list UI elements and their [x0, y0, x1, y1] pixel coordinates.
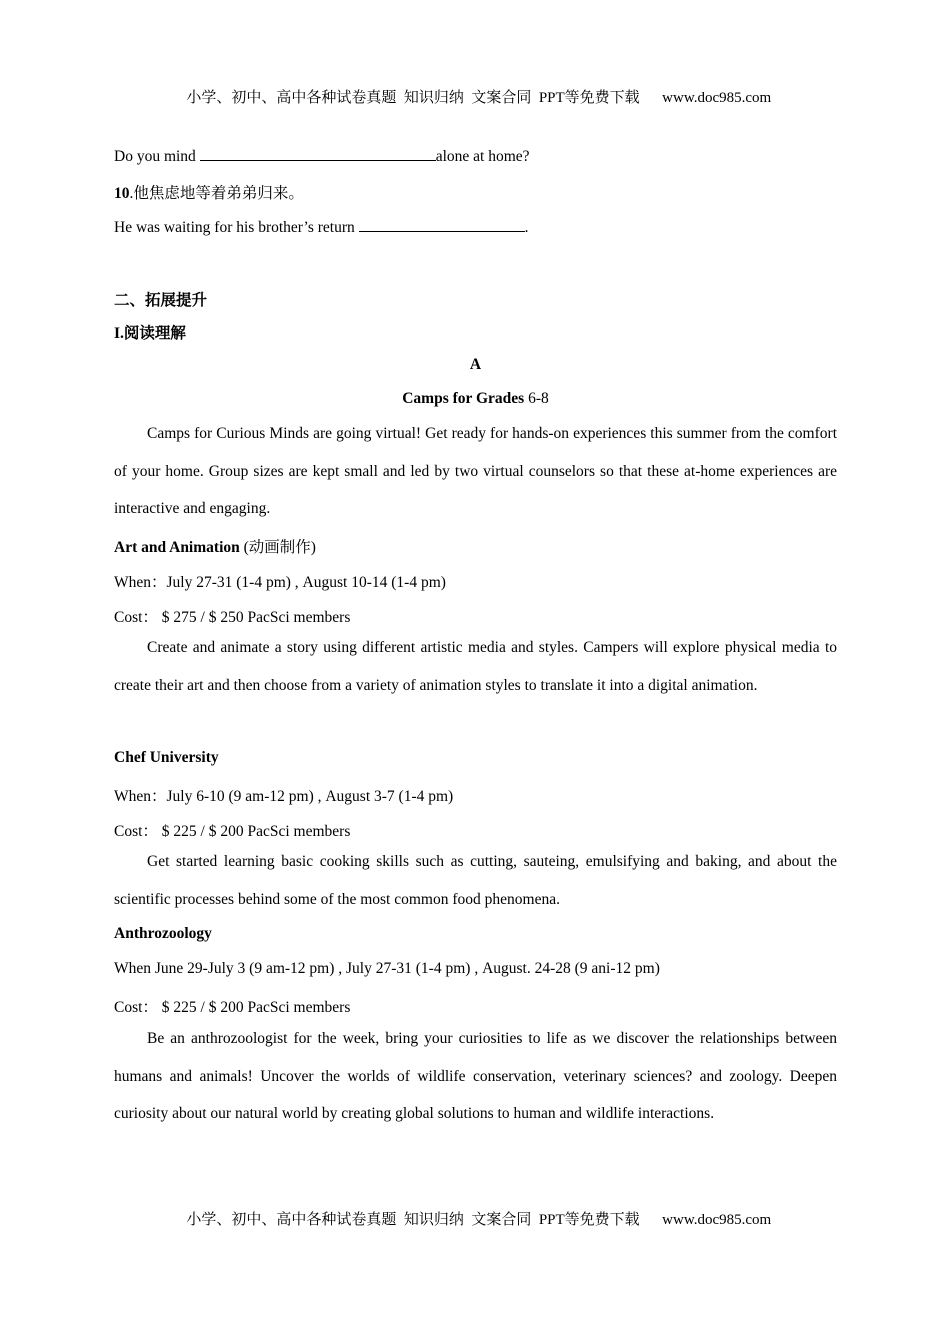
- footer-text: 小学、初中、高中各种试卷真题 知识归纳 文案合同 PPT等免费下载: [186, 1212, 640, 1228]
- q10-text-before: He was waiting for his brother’s return: [114, 219, 359, 236]
- camp-name-note: (动画制作): [239, 539, 316, 556]
- camp-description: Get started learning basic cooking skills such as cutting, sauteing, emulsifying and baking, and about the scientific processes behind some of the most common food phenomena.: [114, 853, 837, 908]
- q9-text-after: alone at home?: [435, 148, 530, 165]
- camp-name: Anthrozoology: [114, 925, 212, 942]
- question-number: 10: [114, 185, 130, 202]
- camp-description: Be an anthrozoologist for the week, bring your curiosities to life as we discover the relationships between humans and animals! Uncover the worlds of wildlife conservation, veterinary sciences? and zoology. Deepen curiosity about our natural world by creating global solutions to human and wildlife interactions.: [114, 1030, 837, 1122]
- camp-cost: Cost： $ 225 / $ 200 PacSci members: [114, 823, 351, 840]
- camp-title: [114, 925, 212, 943]
- camp-cost: Cost： $ 275 / $ 250 PacSci members: [114, 609, 351, 626]
- answer-blank[interactable]: [359, 217, 525, 232]
- q10-prompt: [114, 181, 304, 203]
- q9-line: [114, 146, 530, 166]
- camp-when: When：July 6-10 (9 am-12 pm) , August 3-7 (1-4 pm): [114, 788, 454, 805]
- part-title: I.阅读理解: [114, 325, 186, 342]
- page-footer: [0, 1191, 950, 1229]
- header-url: www.doc985.com: [662, 90, 772, 106]
- camp-title: [114, 749, 219, 767]
- camp-when: When June 29-July 3 (9 am-12 pm) , July 27-31 (1-4 pm) , August. 24-28 (9 ani-12 pm): [114, 960, 660, 977]
- camp-cost: Cost： $ 225 / $ 200 PacSci members: [114, 999, 351, 1016]
- passage-letter: A: [469, 356, 482, 373]
- header-text: 小学、初中、高中各种试卷真题 知识归纳 文案合同 PPT等免费下载: [186, 90, 640, 106]
- section-title: 二、拓展提升: [114, 292, 208, 309]
- q10-line: [114, 217, 529, 237]
- answer-blank[interactable]: [200, 146, 436, 161]
- page-header: [0, 69, 950, 107]
- q9-text-before: Do you mind: [114, 148, 200, 165]
- camp-name: Art and Animation: [114, 539, 240, 556]
- camp-description: Create and animate a story using different artistic media and styles. Campers will explore physical media to create their art and then choose from a variety of animation styles to translate it into a digital animation.: [114, 639, 837, 694]
- passage-title-grades: 6-8: [524, 390, 549, 407]
- passage-title-bold: Camps for Grades: [402, 390, 525, 407]
- footer-url: www.doc985.com: [662, 1212, 772, 1228]
- passage-title: [114, 390, 837, 408]
- q10-text-after: .: [524, 219, 529, 236]
- intro-paragraph: Camps for Curious Minds are going virtual! Get ready for hands-on experiences this summer from the comfort of your home. Group sizes are kept small and led by two virtual counselors so that these at-home experiences are interactive and engaging.: [114, 425, 837, 517]
- q10-chinese: .他焦虑地等着弟弟归来。: [129, 185, 304, 202]
- camp-title: [114, 535, 316, 557]
- camp-name: Chef University: [114, 749, 219, 766]
- camp-when: When：July 27-31 (1-4 pm) , August 10-14 (1-4 pm): [114, 574, 446, 591]
